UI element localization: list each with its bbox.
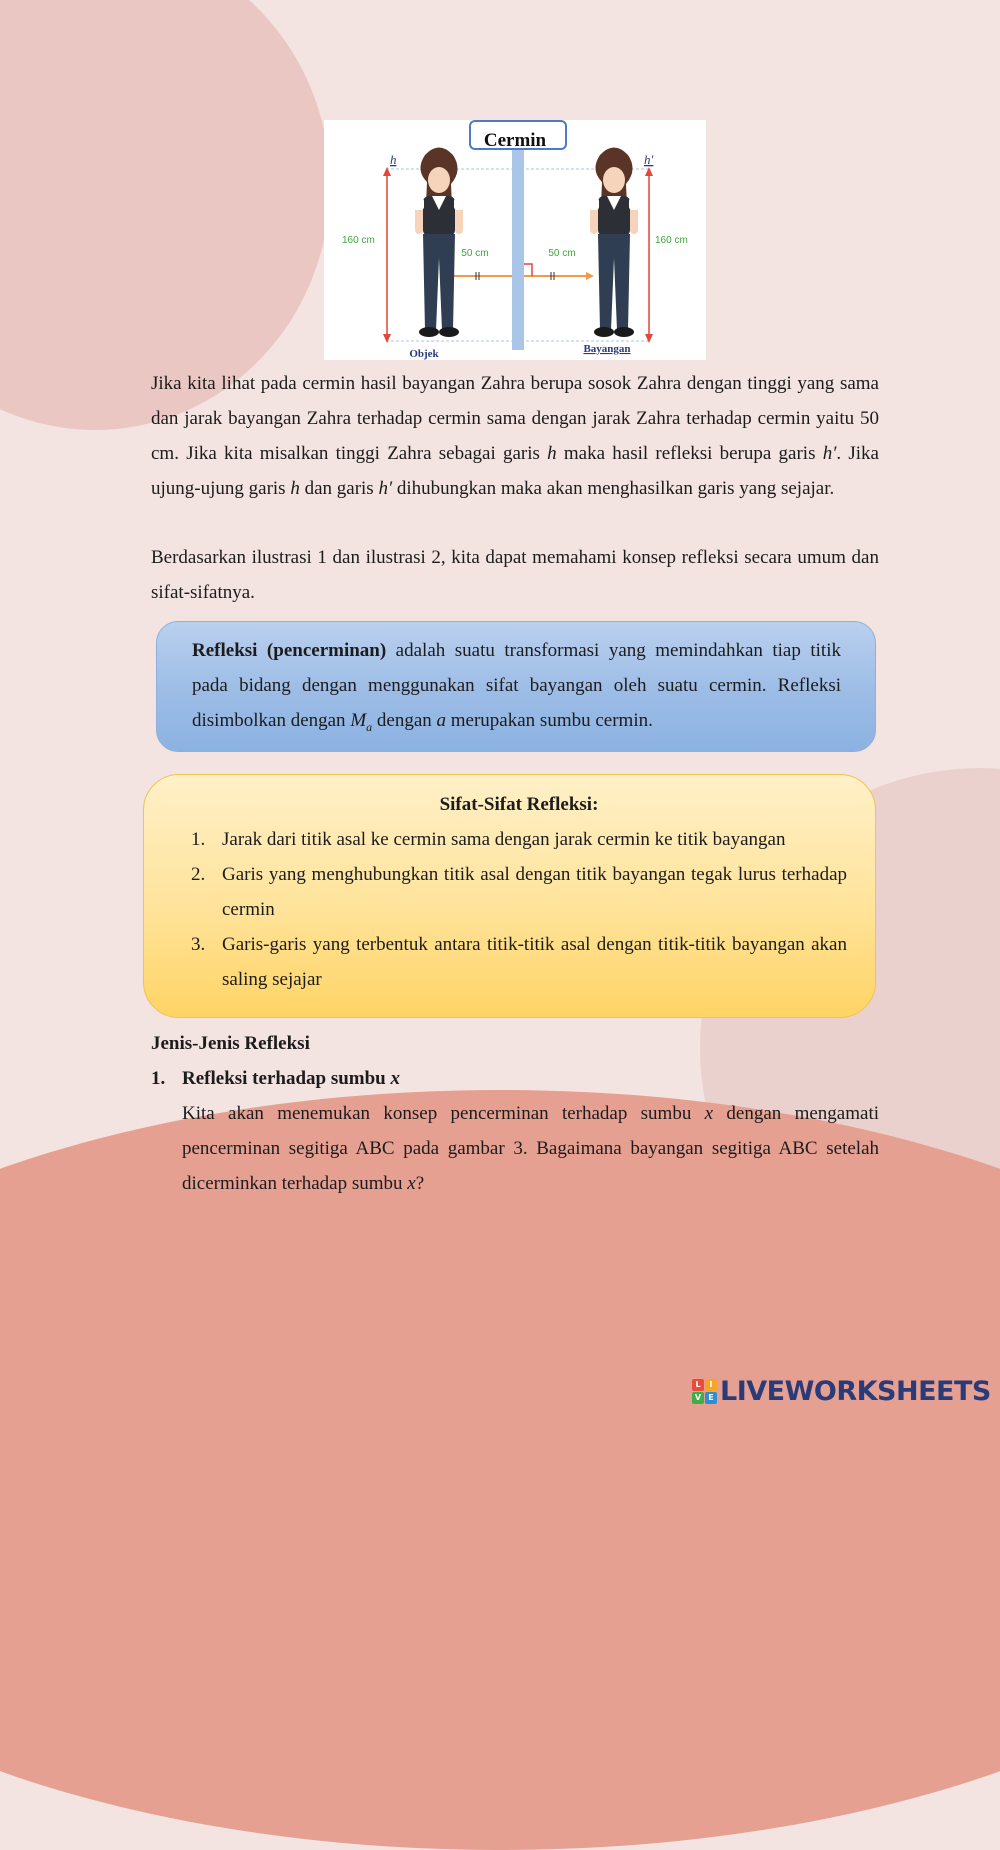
mirror-illustration bbox=[324, 120, 706, 360]
definition-term: Refleksi (pencerminan) bbox=[192, 640, 387, 661]
label-height-left: 160 cm bbox=[342, 235, 375, 246]
paragraph-mirror-explanation: Jika kita lihat pada cermin hasil bayangan Zahra berupa sosok Zahra dengan tinggi yang sama dan jarak bayangan Zahra terhadap cermin sama dengan jarak Zahra terhadap cermin yaitu 50 cm. Jika kita misalkan tinggi Zahra sebagai garis h maka hasil refleksi berupa garis h′. Jika ujung-ujung garis h dan garis h′ dihubungkan maka akan menghasilkan garis yang sejajar. bbox=[151, 373, 879, 499]
object-person bbox=[414, 148, 464, 338]
label-object: Objek bbox=[409, 348, 439, 360]
mirror-bar bbox=[512, 126, 524, 350]
mirror-diagram bbox=[324, 120, 706, 360]
right-arrow-up bbox=[645, 167, 653, 176]
properties-list bbox=[191, 822, 847, 997]
liveworksheets-logo[interactable] bbox=[692, 1374, 991, 1408]
paragraph-x-axis-reflection: Kita akan menemukan konsep pencerminan terhadap sumbu x dengan mengamati pencerminan segitiga ABC pada gambar 3. Bagaimana bayangan segitiga ABC setelah dicerminkan terhadap sumbu x? bbox=[182, 1103, 879, 1194]
label-distance-right: 50 cm bbox=[548, 248, 576, 259]
label-image: Bayangan bbox=[583, 343, 631, 355]
label-height-right: 160 cm bbox=[655, 235, 688, 246]
left-arrow-down bbox=[383, 334, 391, 343]
right-angle-mark bbox=[524, 264, 532, 276]
paragraph-intro-concept: Berdasarkan ilustrasi 1 dan ilustrasi 2, kita dapat memahami konsep refleksi secara umum dan sifat-sifatnya. bbox=[151, 547, 879, 603]
decor-wave-bottom bbox=[0, 1090, 1000, 1850]
left-arrow-up bbox=[383, 167, 391, 176]
liveworksheets-icon: L I V E bbox=[692, 1379, 717, 1404]
section-heading: Jenis-Jenis Refleksi bbox=[151, 1033, 310, 1054]
right-arrow-down bbox=[645, 334, 653, 343]
label-h-prime: h′ bbox=[644, 152, 654, 167]
label-distance-left: 50 cm bbox=[461, 248, 489, 259]
mirror-label: Cermin bbox=[483, 130, 547, 151]
properties-title: Sifat-Sifat Refleksi: bbox=[439, 794, 599, 815]
list-item: 2. Garis yang menghubungkan titik asal dengan titik bayangan tegak lurus terhadap cermin bbox=[191, 864, 847, 920]
list-item: 1. Jarak dari titik asal ke cermin sama dengan jarak cermin ke titik bayangan bbox=[191, 829, 786, 850]
image-person bbox=[589, 148, 639, 338]
distance-arrow-right bbox=[586, 272, 594, 280]
properties-box bbox=[143, 774, 876, 1018]
list-item: 3. Garis-garis yang terbentuk antara titik-titik asal dengan titik-titik bayangan akan saling sejajar bbox=[191, 934, 847, 990]
symbol-M: M bbox=[350, 710, 367, 731]
label-h: h bbox=[390, 152, 397, 167]
definition-box: Refleksi (pencerminan) adalah suatu transformasi yang memindahkan tiap titik pada bidang dengan menggunakan sifat bayangan oleh suatu cermin. Refleksi disimbolkan dengan $M_a$ dengan a merupakan sumbu cermin. bbox=[156, 621, 876, 752]
liveworksheets-wordmark: LIVEWORKSHEETS bbox=[720, 1375, 991, 1407]
subsection-heading: 1. Refleksi terhadap sumbu x bbox=[151, 1068, 400, 1089]
